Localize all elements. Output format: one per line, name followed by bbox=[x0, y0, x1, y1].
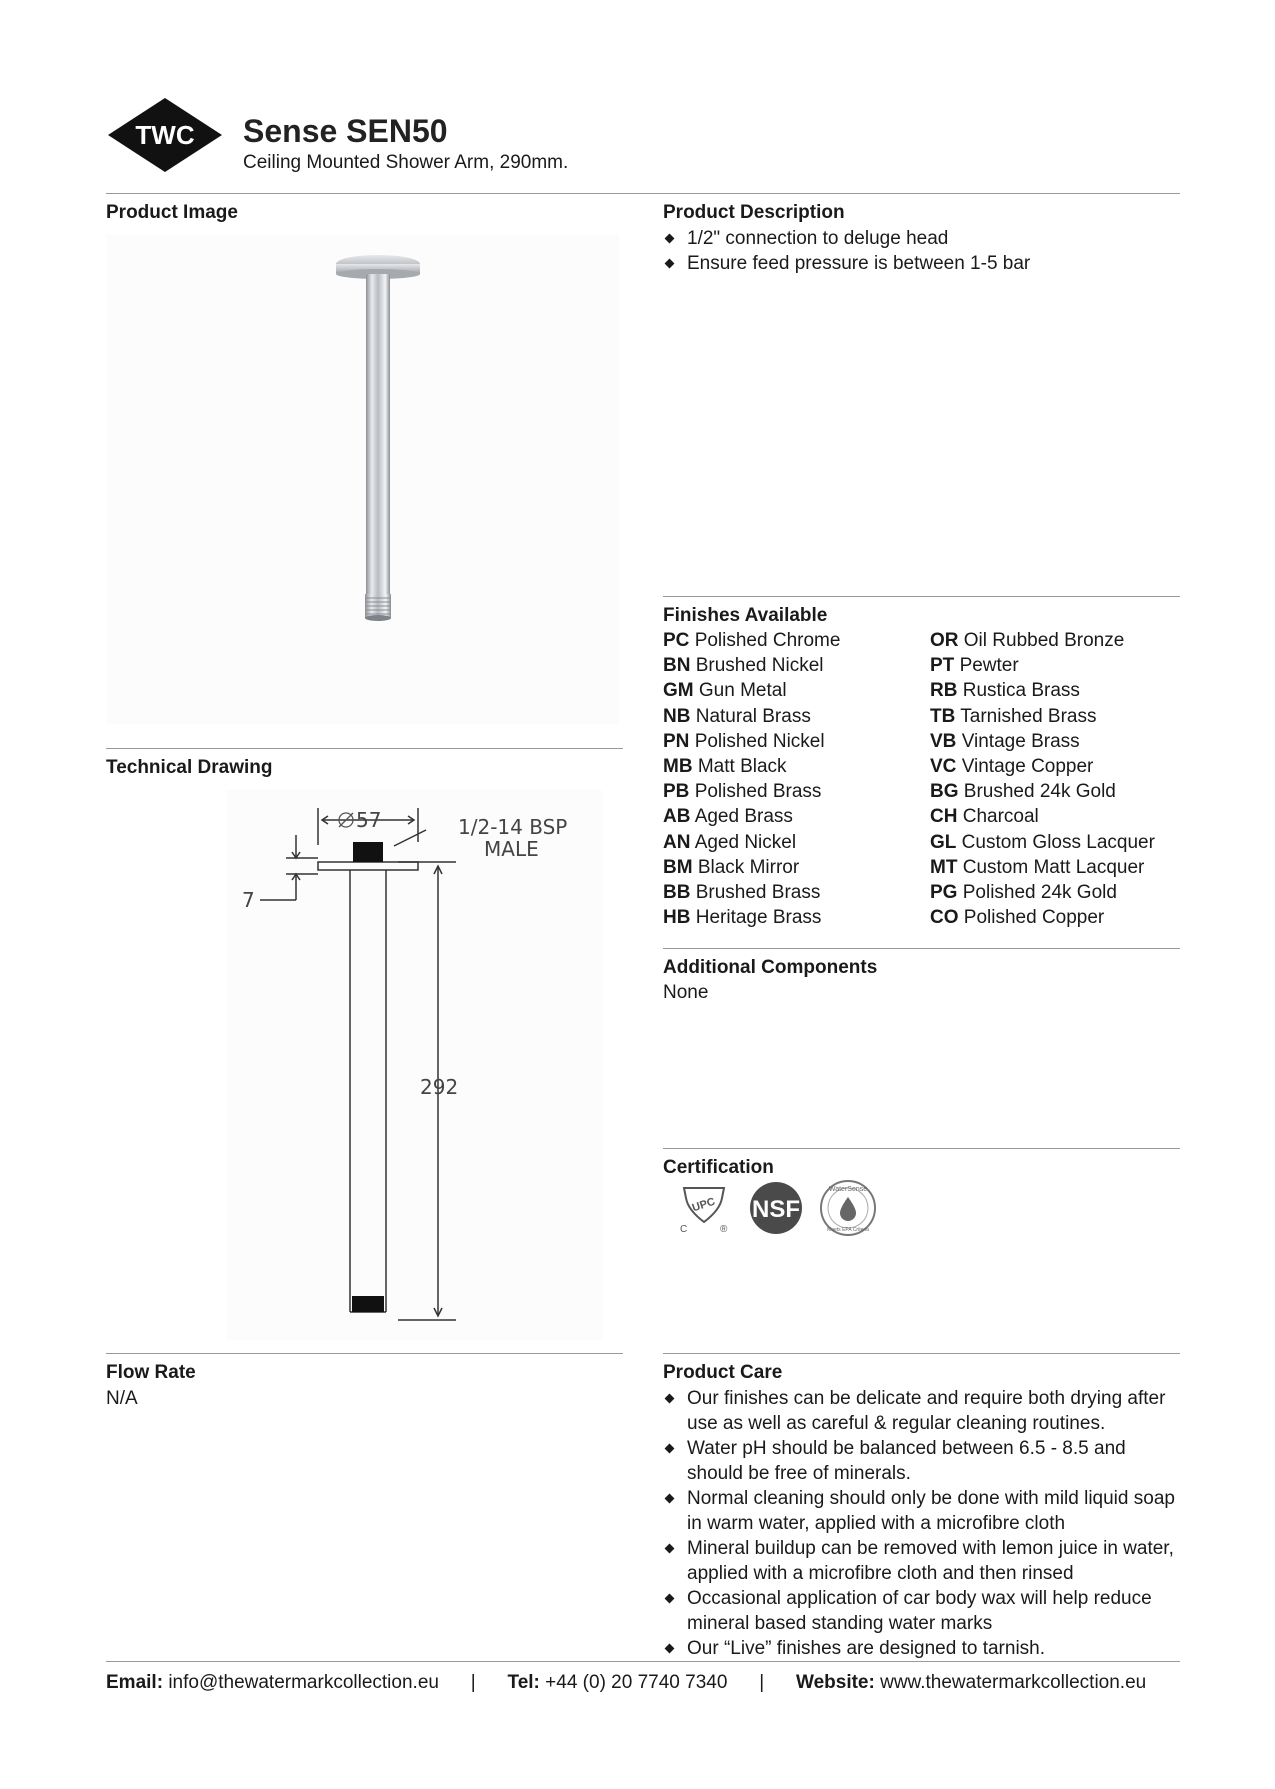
contact-footer bbox=[106, 1672, 1176, 1694]
footer-divider bbox=[106, 1661, 1180, 1662]
list-item bbox=[663, 1586, 1178, 1636]
flow-rate-heading: Flow Rate bbox=[106, 1362, 196, 1383]
product-care-list bbox=[663, 1386, 1178, 1661]
bullet-icon bbox=[665, 1444, 675, 1454]
finishes-list-right bbox=[930, 628, 1155, 930]
additional-components-value: None bbox=[663, 982, 709, 1003]
finish-item: PT Pewter bbox=[930, 655, 1019, 677]
product-description-list bbox=[663, 226, 1173, 276]
tel-link[interactable]: +44 (0) 20 7740 7340 bbox=[545, 1672, 728, 1693]
flow-rate-value: N/A bbox=[106, 1388, 138, 1409]
technical-drawing-heading: Technical Drawing bbox=[106, 757, 273, 778]
product-image-heading: Product Image bbox=[106, 202, 238, 223]
finish-item: PB Polished Brass bbox=[663, 781, 822, 803]
list-item-text: Mineral buildup can be removed with lemon juice in water, applied with a microfibre cloth and then rinsed bbox=[687, 1538, 1174, 1584]
tel-label: Tel: bbox=[507, 1672, 540, 1693]
list-item-text: Water pH should be balanced between 6.5 - 8.5 and should be free of minerals. bbox=[687, 1438, 1126, 1484]
product-description-heading: Product Description bbox=[663, 202, 845, 223]
finish-item: HB Heritage Brass bbox=[663, 907, 822, 929]
finish-item: BB Brushed Brass bbox=[663, 882, 821, 904]
finish-item: GL Custom Gloss Lacquer bbox=[930, 831, 1155, 853]
finish-item: PG Polished 24k Gold bbox=[930, 882, 1117, 904]
finish-item: VB Vintage Brass bbox=[930, 730, 1080, 752]
bullet-icon bbox=[665, 259, 675, 269]
finish-item: AB Aged Brass bbox=[663, 806, 793, 828]
bullet-icon bbox=[665, 1494, 675, 1504]
footer-separator: | bbox=[470, 1672, 476, 1693]
page-title: Sense SEN50 bbox=[243, 113, 448, 149]
list-item bbox=[663, 1486, 1178, 1536]
technical-drawing bbox=[226, 790, 602, 1340]
dim-diameter: 57 bbox=[356, 808, 382, 832]
list-item-text: Ensure feed pressure is between 1-5 bar bbox=[687, 253, 1031, 274]
finishes-heading: Finishes Available bbox=[663, 605, 828, 626]
svg-text:Meets EPA Criteria: Meets EPA Criteria bbox=[827, 1227, 869, 1233]
bullet-icon bbox=[665, 234, 675, 244]
certification-heading: Certification bbox=[663, 1157, 774, 1178]
finish-item: PC Polished Chrome bbox=[663, 630, 841, 651]
list-item bbox=[663, 226, 1173, 251]
list-item-text: Our “Live” finishes are designed to tarnish. bbox=[687, 1638, 1046, 1659]
brand-logo bbox=[106, 96, 224, 174]
left-divider-1 bbox=[106, 748, 623, 749]
finish-item: OR Oil Rubbed Bronze bbox=[930, 630, 1125, 651]
nsf-text: NSF bbox=[752, 1196, 800, 1223]
finish-item: BM Black Mirror bbox=[663, 856, 800, 878]
website-link[interactable]: www.thewatermarkcollection.eu bbox=[880, 1672, 1147, 1693]
additional-components-heading: Additional Components bbox=[663, 957, 878, 978]
finish-item: PN Polished Nickel bbox=[663, 730, 825, 752]
finishes-list-left bbox=[663, 628, 840, 930]
svg-text:®: ® bbox=[720, 1224, 728, 1235]
bullet-icon bbox=[665, 1544, 675, 1554]
bullet-icon bbox=[665, 1594, 675, 1604]
dim-thread-line1: 1/2-14 BSP bbox=[458, 815, 568, 839]
list-item bbox=[663, 1636, 1178, 1661]
finish-item: NB Natural Brass bbox=[663, 705, 811, 727]
dim-plate: 7 bbox=[242, 888, 255, 912]
nsf-icon bbox=[750, 1182, 802, 1234]
page-subtitle: Ceiling Mounted Shower Arm, 290mm. bbox=[243, 152, 569, 173]
finish-item: BG Brushed 24k Gold bbox=[930, 781, 1116, 803]
email-link[interactable]: info@thewatermarkcollection.eu bbox=[168, 1672, 439, 1693]
bullet-icon bbox=[665, 1644, 675, 1654]
finish-item: MT Custom Matt Lacquer bbox=[930, 856, 1145, 878]
svg-text:C: C bbox=[680, 1224, 688, 1235]
finish-item: CO Polished Copper bbox=[930, 907, 1105, 929]
list-item-text: Normal cleaning should only be done with mild liquid soap in warm water, applied with a microfibre cloth bbox=[687, 1488, 1175, 1534]
dim-thread-line2: MALE bbox=[484, 837, 539, 861]
right-divider-4 bbox=[663, 1353, 1180, 1354]
list-item bbox=[663, 1436, 1178, 1486]
list-item bbox=[663, 1386, 1178, 1436]
header-divider bbox=[106, 193, 1180, 194]
dim-length: 292 bbox=[420, 1075, 459, 1099]
list-item-text: Our finishes can be delicate and require both drying after use as well as careful & regular cleaning routines. bbox=[687, 1388, 1166, 1434]
svg-text:WaterSense: WaterSense bbox=[828, 1186, 868, 1193]
right-divider-1 bbox=[663, 596, 1180, 597]
list-item-text: Occasional application of car body wax will help reduce mineral based standing water marks bbox=[687, 1588, 1152, 1634]
upc-text: UPC bbox=[690, 1195, 717, 1215]
finish-item: MB Matt Black bbox=[663, 756, 787, 778]
left-divider-2 bbox=[106, 1353, 623, 1354]
list-item bbox=[663, 251, 1173, 276]
product-care-heading: Product Care bbox=[663, 1362, 783, 1383]
finish-item: VC Vintage Copper bbox=[930, 756, 1094, 778]
finish-item: BN Brushed Nickel bbox=[663, 655, 824, 677]
finish-item: AN Aged Nickel bbox=[663, 831, 797, 853]
finish-item: TB Tarnished Brass bbox=[930, 705, 1097, 727]
finish-item: GM Gun Metal bbox=[663, 680, 787, 702]
finish-item: CH Charcoal bbox=[930, 806, 1039, 828]
right-divider-2 bbox=[663, 948, 1180, 949]
product-image bbox=[106, 234, 619, 724]
finish-item: RB Rustica Brass bbox=[930, 680, 1080, 702]
list-item bbox=[663, 1536, 1178, 1586]
website-label: Website: bbox=[795, 1672, 875, 1693]
upc-icon bbox=[680, 1188, 728, 1235]
logo-text: TWC bbox=[135, 120, 195, 150]
right-divider-3 bbox=[663, 1148, 1180, 1149]
list-item-text: 1/2" connection to deluge head bbox=[687, 228, 949, 249]
certification-badges bbox=[672, 1176, 892, 1240]
bullet-icon bbox=[665, 1394, 675, 1404]
email-label: Email: bbox=[106, 1672, 164, 1693]
watersense-icon bbox=[821, 1181, 875, 1235]
footer-separator: | bbox=[759, 1672, 765, 1693]
